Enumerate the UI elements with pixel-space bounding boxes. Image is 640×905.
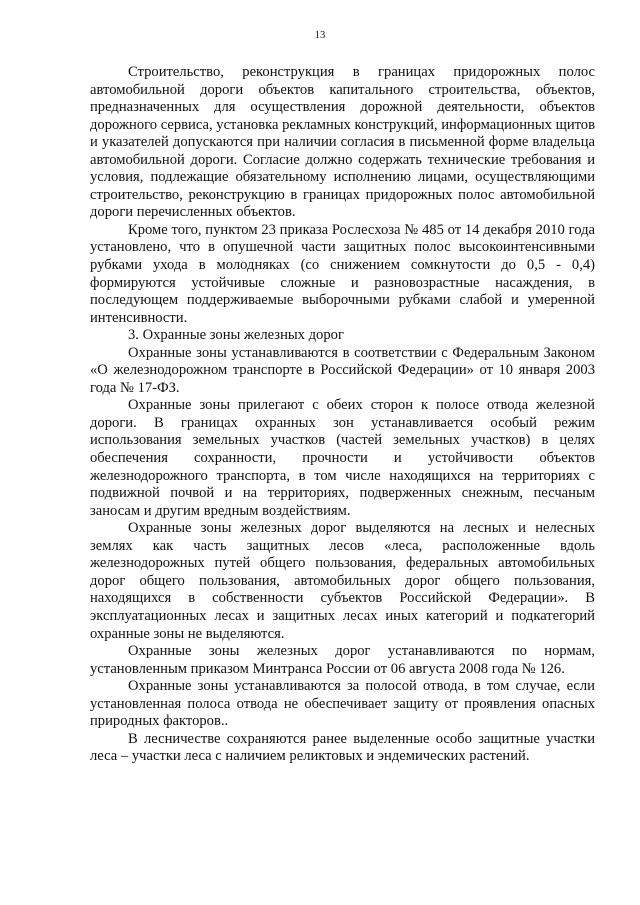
page-number: 13 (314, 30, 326, 41)
paragraph-federal-law: Охранные зоны устанавливаются в соответствии с Федеральным Законом «О железнодорожном транспорте в Российской Федерации» от 10 января 2003 года № 17-ФЗ. (90, 344, 595, 396)
paragraph-roadside-construction: Строительство, реконструкция в границах придорожных полос автомобильной дороги объектов капитального строительства, объектов, предназначенных для осуществления дорожной деятельности, объектов дорожного сервиса, установка рекламных конструкций, информационных щитов и указателей допускаются при наличии согласия в письменной форме владельца автомобильной дороги. Согласие должно содержать технические требования и условия, подлежащие обязательному исполнению лицами, осуществляющими строительство, реконструкцию в границах придорожных полос автомобильной дороги перечисленных объектов. (90, 64, 595, 221)
paragraph-protected-plots: В лесничестве сохраняются ранее выделенные особо защитные участки леса – участки леса с наличием реликтовых и эндемических растений. (90, 730, 595, 765)
paragraph-rosleskhoz-order: Кроме того, пунктом 23 приказа Рослесхоза № 485 от 14 декабря 2010 года установлено, что в опушечной части защитных полос высокоинтенсивными рубками ухода в молодняках (со снижением сомкнутости до 0,5 - 0,4) формируются устойчивые сложные и разновозрастные насаждения, в последующем поддерживаемые выборочными рубками слабой и умеренной интенсивности. (90, 221, 595, 326)
document-body (90, 64, 595, 766)
paragraph-zone-regime: Охранные зоны прилегают с обеих сторон к полосе отвода железной дороги. В границах охранных зон устанавливается особый режим использования земельных участков (частей земельных участков) в целях обеспечения сохранности, прочности и устойчивости объектов железнодорожного транспорта, в том числе находящихся на территориях с подвижной почвой и на территориях, подверженных снежным, песчаным заносам и другим вредным воздействиям. (90, 397, 595, 519)
paragraph-beyond-right-of-way: Охранные зоны устанавливаются за полосой отвода, в том случае, если установленная полоса отвода не обеспечивает защиту от проявления опасных природных факторов.. (90, 678, 595, 730)
paragraph-mintrans-norms: Охранные зоны железных дорог устанавливаются по нормам, установленным приказом Минтранса России от 06 августа 2008 года № 126. (90, 643, 595, 677)
section-heading-railway-zones: 3. Охранные зоны железных дорог (128, 327, 344, 344)
paragraph-zone-allocation: Охранные зоны железных дорог выделяются на лесных и нелесных землях как часть защитных лесов «леса, расположенные вдоль железнодорожных путей общего пользования, федеральных автомобильных дорог общего пользования, автомобильных дорог общего пользования, находящихся в собственности субъектов Российской Федерации». В эксплуатационных лесах и защитных лесах иных категорий и подкатегорий охранные зоны не выделяются. (90, 520, 595, 642)
